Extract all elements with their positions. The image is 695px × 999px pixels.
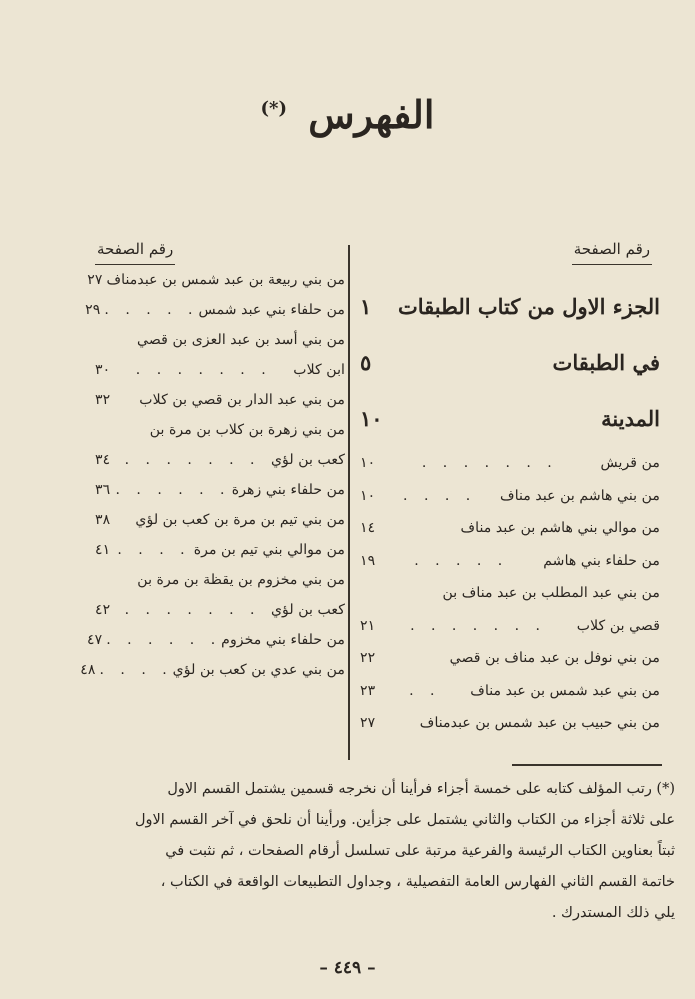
entry-title: من حلفاء بني مخزوم <box>221 632 345 648</box>
entry-page-number: ٣٦ <box>95 482 111 498</box>
index-entry <box>95 325 345 355</box>
entry-title: من بني عدي بن كعب بن لؤي <box>172 662 345 678</box>
entry-title: من بني زهرة بن كلاب بن مرة بن <box>149 422 345 438</box>
index-entry <box>85 295 345 325</box>
entry-title: من بني ربيعة بن عبد شمس بن عبدمناف <box>106 272 345 288</box>
index-list-right <box>360 279 660 740</box>
entry-title: من حلفاء بني عبد شمس <box>198 302 345 318</box>
entry-page-number: ٢١ <box>360 617 376 634</box>
index-entry <box>360 577 660 610</box>
index-list-left <box>80 265 345 685</box>
entry-title: كعب بن لؤي <box>270 602 345 618</box>
index-column-left <box>80 238 345 685</box>
footnote-line: ثبتاً بعناوين الكتاب الرئيسة والفرعية مرتبة على تسلسل أرقام الصفحات ، ثم نثبت في <box>165 843 675 859</box>
entry-title: من بني حبيب بن عبد شمس بن عبدمناف <box>419 715 660 731</box>
entry-title: من موالي بني هاشم بن عبد مناف <box>460 520 660 536</box>
entry-page-number: ٤٧ <box>86 632 103 648</box>
entry-title: من بني تيم بن مرة بن كعب بن لؤي <box>135 512 345 528</box>
leader-dots: . . . . . . . <box>124 602 261 618</box>
entry-page-number: ٤٢ <box>95 602 111 618</box>
index-entry <box>80 655 345 685</box>
footnote-line: على ثلاثة أجزاء من الكتاب والثاني يشتمل على جزأين. ورأينا أن نلحق في آخر القسم الاول <box>134 812 675 828</box>
page-number-header-right: رقم الصفحة <box>572 238 652 265</box>
index-entry <box>95 415 345 445</box>
entry-page-number: ٤١ <box>95 542 111 558</box>
index-entry <box>360 512 660 545</box>
entry-title: من بني عبد شمس بن عبد مناف <box>470 682 660 699</box>
index-entry <box>360 642 660 675</box>
entry-title: من حلفاء بني زهرة <box>231 482 345 498</box>
entry-title: من موالي بني تيم بن مرة <box>193 542 345 558</box>
entry-title: قصي بن كلاب <box>576 617 660 634</box>
entry-title: من حلفاء بني هاشم <box>543 552 660 569</box>
index-entry <box>95 505 345 535</box>
leader-dots: . . . . <box>403 487 477 504</box>
index-entry <box>360 391 660 447</box>
index-column-right <box>360 238 660 740</box>
index-entry <box>95 355 345 385</box>
entry-title: من بني مخزوم بن يقظة بن مرة بن <box>137 572 345 588</box>
entry-page-number: ٣٢ <box>95 392 111 408</box>
index-entry <box>360 707 660 740</box>
entry-page-number: ٢٧ <box>360 715 376 731</box>
leader-dots: . . . . <box>99 662 173 678</box>
entry-page-number: ٢٩ <box>85 302 101 318</box>
leader-dots: . . . . . <box>414 552 509 569</box>
entry-page-number: ١ <box>360 294 372 319</box>
entry-page-number: ١٠ <box>360 406 383 431</box>
entry-page-number: ١٠ <box>360 455 376 471</box>
footnote-line: يلي ذلك المستدرك . <box>551 905 675 921</box>
entry-title: من بني نوفل بن عبد مناف بن قصي <box>449 650 660 666</box>
index-entry <box>360 335 660 391</box>
entry-page-number: ٢٣ <box>360 682 376 699</box>
leader-dots: . . . . . . . <box>124 452 261 468</box>
index-entry <box>360 480 660 513</box>
entry-page-number: ٢٧ <box>87 272 103 288</box>
entry-page-number: ١٩ <box>360 552 376 569</box>
footnote-rule <box>512 764 662 766</box>
leader-dots: . . . . . . . <box>135 362 272 378</box>
leader-dots: . . . . . . . <box>410 617 546 634</box>
index-entry <box>95 535 345 565</box>
index-entry <box>95 565 345 595</box>
index-entry <box>95 445 345 475</box>
index-entry <box>360 545 660 578</box>
index-entry <box>95 475 345 505</box>
leader-dots: . . . . . . <box>106 632 222 648</box>
entry-page-number: ٣٨ <box>95 512 111 528</box>
footnote <box>85 774 675 929</box>
title-footnote-mark: (*) <box>260 98 287 120</box>
page-number: – ٤٤٩ – <box>319 958 376 978</box>
leader-dots: . . . . <box>117 542 191 558</box>
column-divider <box>348 245 350 760</box>
entry-title: الجزء الاول من كتاب الطبقات <box>397 294 660 319</box>
title-text: الفهرس <box>308 92 435 137</box>
index-entry <box>86 625 345 655</box>
entry-title: ابن كلاب <box>293 362 345 378</box>
index-entry <box>360 279 660 335</box>
entry-title: من بني عبد الدار بن قصي بن كلاب <box>139 392 345 408</box>
entry-page-number: ١٤ <box>360 520 376 536</box>
index-entry <box>87 265 345 295</box>
entry-page-number: ٢٢ <box>360 650 376 666</box>
page-number-header-left: رقم الصفحة <box>95 238 175 265</box>
leader-dots: . . <box>409 682 441 699</box>
index-entry <box>360 447 660 480</box>
entry-title: من قريش <box>600 455 660 471</box>
entry-title: المدينة <box>601 406 660 431</box>
entry-title: كعب بن لؤي <box>270 452 345 468</box>
entry-page-number: ٣٠ <box>95 362 111 378</box>
footnote-line: (*) رتب المؤلف كتابه على خمسة أجزاء فرأينا أن نخرجه قسمين يشتمل القسم الاول <box>167 781 675 797</box>
page-title <box>0 92 695 137</box>
entry-page-number: ١٠ <box>360 487 376 504</box>
index-entry <box>360 675 660 708</box>
entry-title: من بني أسد بن عبد العزى بن قصي <box>137 332 345 348</box>
leader-dots: . . . . . . <box>115 482 231 498</box>
footnote-line: خاتمة القسم الثاني الفهارس العامة التفصيلية ، وجداول التطبيعات الواقعة في الكتاب ، <box>160 874 675 890</box>
entry-page-number: ٥ <box>360 350 372 375</box>
entry-title: من بني عبد المطلب بن عبد مناف بن <box>442 585 660 601</box>
leader-dots: . . . . . <box>104 302 199 318</box>
leader-dots: . . . . . . . <box>421 455 558 471</box>
index-entry <box>95 595 345 625</box>
index-entry <box>360 610 660 643</box>
entry-page-number: ٤٨ <box>80 662 96 678</box>
entry-page-number: ٣٤ <box>95 452 111 468</box>
index-entry <box>95 385 345 415</box>
entry-title: من بني هاشم بن عبد مناف <box>500 487 660 504</box>
entry-title: في الطبقات <box>552 350 660 375</box>
